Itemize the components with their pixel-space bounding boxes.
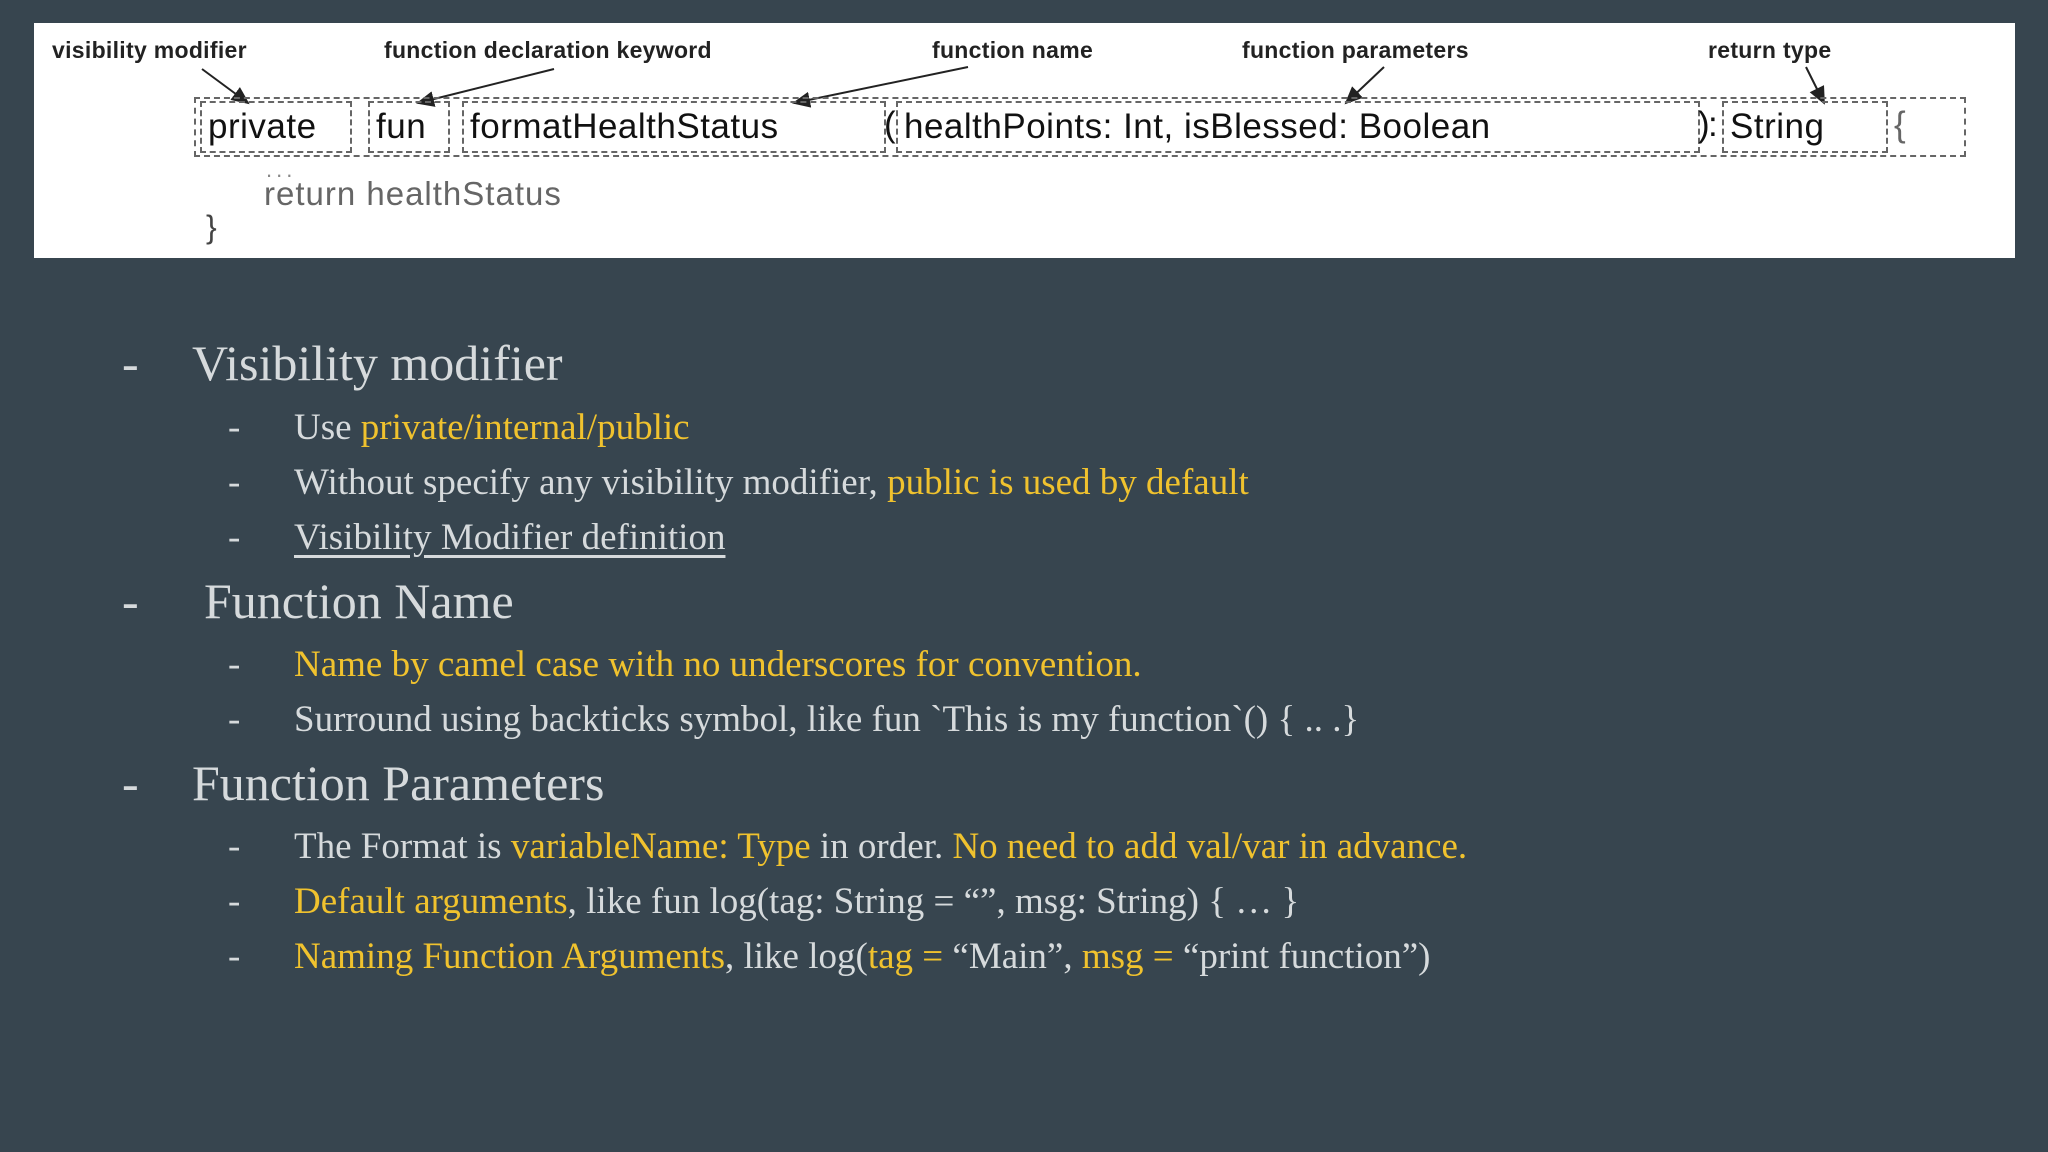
- bullet-dash: -: [228, 881, 241, 922]
- annotation-declaration-keyword: function declaration keyword: [384, 37, 712, 63]
- bullet-dash: -: [228, 644, 241, 685]
- code-colon: :: [1708, 105, 1718, 144]
- highlight-text: msg =: [1081, 936, 1174, 977]
- highlight-text: private/internal/public: [360, 407, 690, 448]
- bullet-text: , like log(: [724, 936, 868, 977]
- bullet-default-public: [228, 461, 1249, 504]
- bullet-dash: -: [228, 462, 241, 503]
- code-return-type: String: [1722, 101, 1888, 153]
- highlight-text: public is used by default: [887, 462, 1249, 503]
- heading-visibility-modifier: [122, 334, 563, 392]
- bullet-camel-case: [228, 643, 1142, 686]
- bullet-default-arguments: [228, 880, 1299, 923]
- annotation-return-type: return type: [1708, 37, 1832, 63]
- highlight-text: Default arguments: [294, 881, 568, 922]
- bullet-backticks: [228, 698, 1359, 741]
- heading-function-name: [122, 572, 514, 630]
- code-close-paren: ): [1698, 105, 1710, 144]
- code-visibility-modifier: private: [200, 101, 352, 153]
- code-open-brace: {: [1894, 105, 1906, 144]
- heading-function-parameters: [122, 754, 604, 812]
- highlight-text: No need to add val/var in advance.: [952, 826, 1468, 867]
- code-return-statement: return healthStatus: [264, 175, 562, 212]
- code-open-paren: (: [884, 105, 896, 144]
- highlight-text: Naming Function Arguments: [294, 936, 725, 977]
- bullet-text: Use: [294, 407, 361, 448]
- bullet-text: “Main”,: [943, 936, 1082, 977]
- heading-text: Function Parameters: [192, 755, 605, 811]
- bullet-dash: -: [122, 755, 139, 811]
- code-function-parameters: healthPoints: Int, isBlessed: Boolean: [896, 101, 1700, 153]
- heading-text: Visibility modifier: [192, 335, 563, 391]
- bullet-dash: -: [228, 517, 241, 558]
- bullet-definition-link: [228, 516, 725, 559]
- bullet-dash: -: [122, 573, 139, 629]
- bullet-text: in order.: [810, 826, 953, 867]
- heading-text: Function Name: [204, 573, 514, 629]
- bullet-dash: -: [228, 407, 241, 448]
- bullet-naming-arguments: [228, 935, 1431, 978]
- code-fun-keyword: fun: [368, 101, 450, 153]
- highlight-text: Name by camel case with no underscores for convention.: [294, 644, 1142, 685]
- code-ellipsis: ...: [266, 157, 297, 182]
- bullet-dash: -: [228, 826, 241, 867]
- annotation-function-parameters: function parameters: [1242, 37, 1469, 63]
- bullet-text: Surround using backticks symbol, like fun `This is my function`() { .. .}: [294, 699, 1360, 740]
- bullet-text: Without specify any visibility modifier,: [294, 462, 888, 503]
- annotation-visibility-modifier: visibility modifier: [52, 37, 247, 63]
- bullet-text: , like fun log(tag: String = “”, msg: String) { … }: [567, 881, 1300, 922]
- code-function-name: formatHealthStatus: [462, 101, 886, 153]
- annotation-function-name: function name: [932, 37, 1094, 63]
- bullet-dash: -: [228, 936, 241, 977]
- highlight-text: variableName: Type: [510, 826, 811, 867]
- code-close-brace: }: [206, 209, 217, 245]
- bullet-dash: -: [122, 335, 139, 391]
- bullet-use-modifiers: [228, 406, 690, 449]
- bullet-dash: -: [228, 699, 241, 740]
- bullet-parameter-format: [228, 825, 1467, 868]
- bullet-text: The Format is: [294, 826, 511, 867]
- bullet-text: “print function”): [1173, 936, 1431, 977]
- highlight-text: tag =: [867, 936, 944, 977]
- visibility-modifier-definition-link[interactable]: Visibility Modifier definition: [294, 517, 726, 558]
